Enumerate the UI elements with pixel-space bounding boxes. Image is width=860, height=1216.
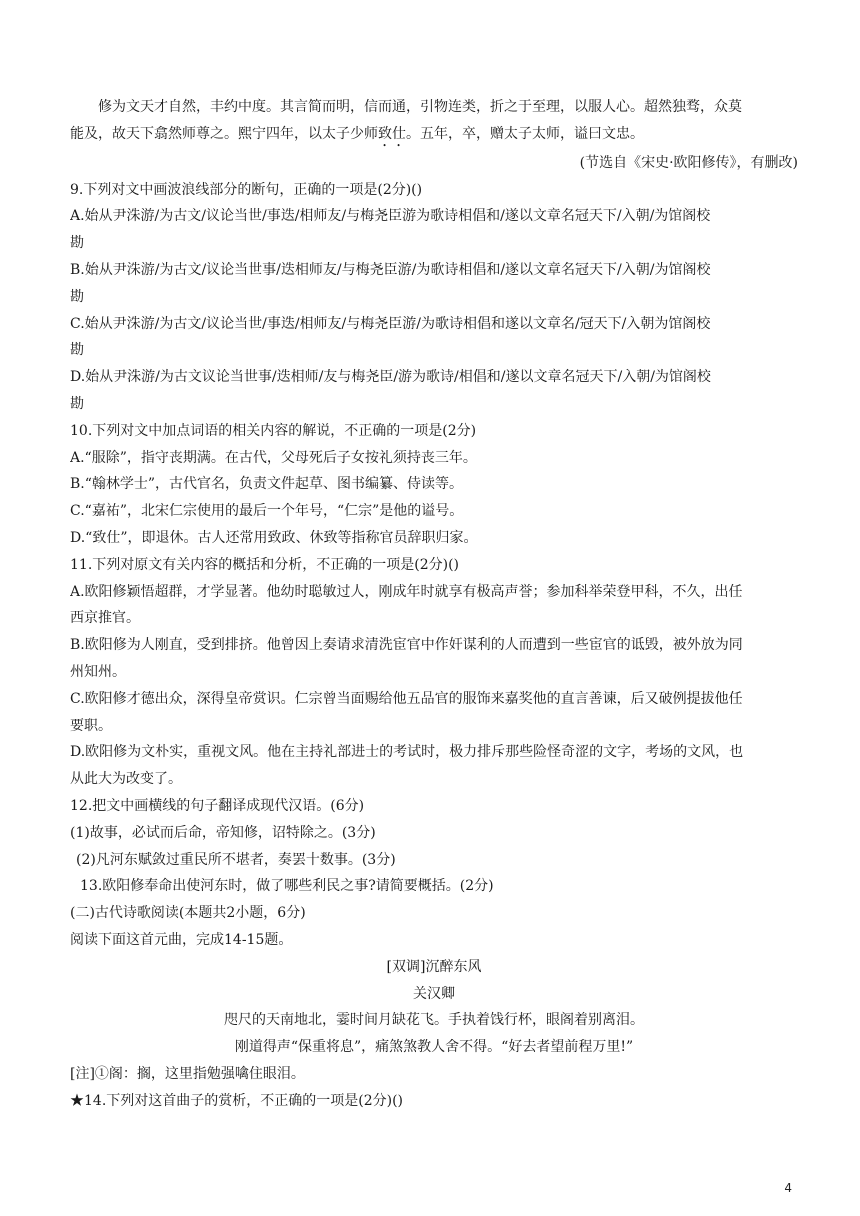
translation-item: (1)故事，必试而后命，帝知修，诏特除之。(3分) [70,824,376,841]
section-heading: (二)古代诗歌阅读(本题共2小题，6分) [70,905,306,922]
passage-line: 修为文天才自然，丰约中度。其言简而明，信而通，引物连类，折之于至理，以服人心。超然独骛，众莫 [98,99,742,115]
option-a: A.始从尹洙游/为古文/议论当世/事迭/相师友/与梅尧臣游为歌诗相倡和/遂以文章名冠天下/入朝/为馆阁校 [70,208,711,225]
option-d: D.欧阳修为文朴实，重视文风。他在主持礼部进士的考试时，极力排斥那些险怪奇涩的文字，考场的文风，也 [70,744,744,761]
option-a-cont: 勘 [70,235,84,252]
option-b: B.“翰林学士”，古代官名，负责文件起草、图书编纂、侍读等。 [70,476,464,493]
option-d-cont: 从此大为改变了。 [70,771,182,788]
question-stem: 11.下列对原文有关内容的概括和分析，不正确的一项是(2分)() [70,556,460,573]
poem-line: 刚道得声“保重将息”，痛煞煞教人舍不得。“好去者望前程万里!” [234,1039,634,1056]
poem-author: 关汉卿 [413,985,455,1002]
section-intro: 阅读下面这首元曲，完成14-15题。 [70,931,293,948]
option-c: C.始从尹洙游/为古文/议论当世/事迭/相师友/与梅尧臣游/为歌诗相倡和遂以文章名/冠天下/入朝为馆阁校 [70,315,711,332]
option-b: B.始从尹洙游/为古文/议论当世事/迭相师友/与梅尧臣游/为歌诗相倡和/遂以文章名冠天下/入朝/为馆阁校 [70,261,711,278]
option-b-cont: 州知州。 [70,663,126,680]
translation-item: (2)凡河东赋敛过重民所不堪者，奏罢十数事。(3分) [76,851,396,868]
question-stem: 9.下列对文中画波浪线部分的断句，正确的一项是(2分)() [70,181,423,198]
passage-text: 能及，故天下翕然师尊之。熙宁四年，以太子少师 [70,125,378,142]
option-c-cont: 要职。 [70,717,112,734]
question-stem: 12.把文中画横线的句子翻译成现代汉语。(6分) [70,797,365,814]
option-c-cont: 勘 [70,342,84,359]
option-c: C.欧阳修才德出众，深得皇帝赏识。仁宗曾当面赐给他五品官的服饰来嘉奖他的直言善谏，后又破例提拔他任 [70,690,743,707]
poem-title: [双调]沉醉东风 [386,958,482,975]
question-stem: ★14.下列对这首曲子的赏析，不正确的一项是(2分)() [70,1092,404,1109]
question-stem: 10.下列对文中加点词语的相关内容的解说，不正确的一项是(2分) [70,422,477,439]
option-b: B.欧阳修为人刚直，受到排挤。他曾因上奏请求清洗宦官中作奸谋利的人而遭到一些宦官的诋毁，被外放为同 [70,637,743,654]
poem-note: [注]①阁：搁，这里指勉强噙住眼泪。 [70,1065,305,1082]
option-d: D.“致仕”，即退休。古人还常用致政、休致等指称官员辞职归家。 [70,529,478,546]
passage-source: (节选自《宋史·欧阳修传》，有删改) [579,154,798,171]
passage-line [70,121,798,150]
option-d-cont: 勘 [70,395,84,412]
option-b-cont: 勘 [70,288,84,305]
question-stem: 13.欧阳修奉命出使河东时，做了哪些利民之事?请简要概括。(2分) [80,878,494,895]
option-a: A.欧阳修颖悟超群，才学显著。他幼时聪敏过人，刚成年时就享有极高声誉；参加科举荣登甲科，不久，出任 [70,583,743,600]
page-content [70,94,798,1114]
passage-text: 。五年，卒，赠太子太师，谥曰文忠。 [406,125,644,142]
option-c: C.“嘉祐”，北宋仁宗使用的最后一个年号，“仁宗”是他的谥号。 [70,503,464,520]
page-number: 4 [784,1181,792,1195]
option-d: D.始从尹洙游/为古文议论当世事/迭相师/友与梅尧臣/游为歌诗/相倡和/遂以文章名冠天下/入朝/为馆阁校 [70,369,711,386]
option-a-cont: 西京推官。 [70,610,140,627]
option-a: A.“服除”，指守丧期满。在古代，父母死后子女按礼须持丧三年。 [70,449,477,466]
dotted-word: 致仕 [378,125,406,142]
poem-line: 咫尺的天南地北，霎时间月缺花飞。手执着饯行杯，眼阁着别离泪。 [224,1012,644,1029]
